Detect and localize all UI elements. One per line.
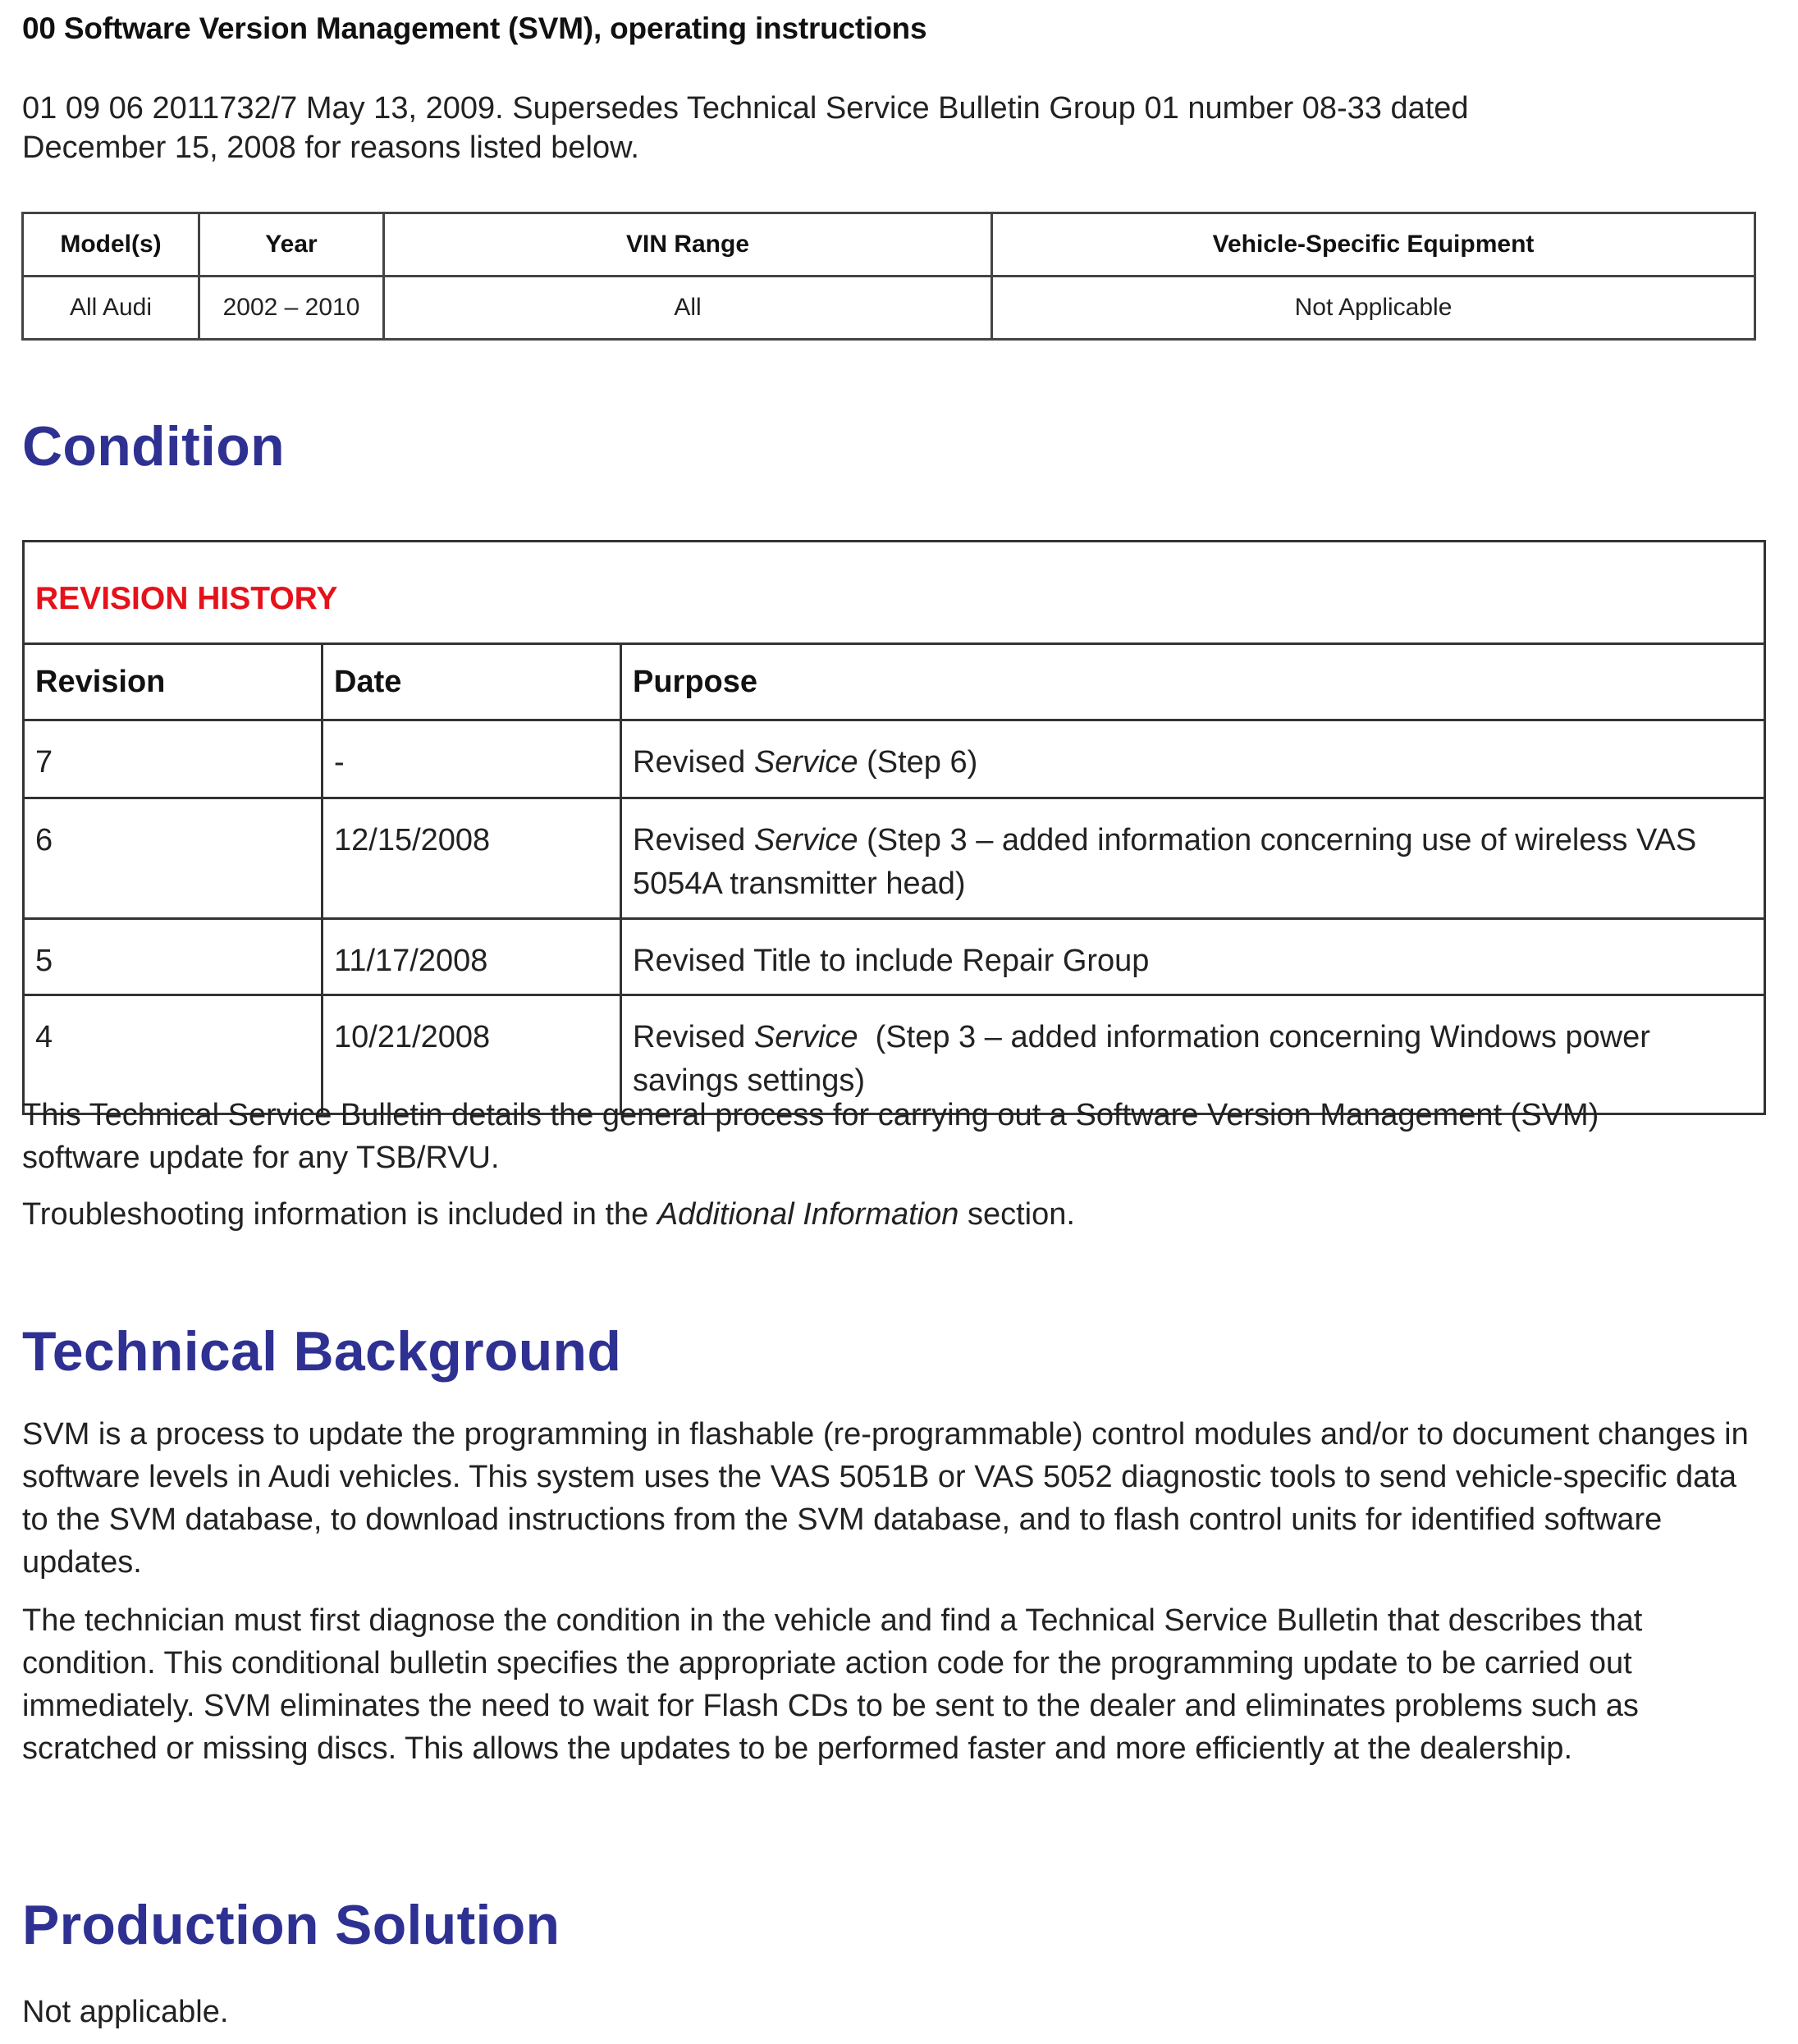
revision-number: 6 [24, 798, 323, 919]
revision-header-row [24, 644, 1765, 720]
revision-date: 11/17/2008 [323, 919, 621, 995]
revision-purpose [621, 798, 1765, 919]
revision-date: 10/21/2008 [323, 995, 621, 1114]
spec-header-year: Year [199, 213, 384, 277]
condition-heading: Condition [22, 415, 285, 478]
table-row [24, 798, 1765, 919]
bulletin-intro [22, 89, 1745, 167]
purpose-emphasis: Service [753, 823, 858, 857]
purpose-text: Revised [633, 1020, 754, 1054]
paragraph-text: Troubleshooting information is included in the [22, 1197, 657, 1232]
revision-header-date: Date [323, 644, 621, 720]
spec-table-header-row [23, 213, 1755, 277]
purpose-text: Revised [633, 745, 754, 780]
revision-caption-row [24, 542, 1765, 644]
revision-history-caption: REVISION HISTORY [24, 542, 1765, 644]
vehicle-spec-table [21, 212, 1756, 341]
revision-purpose [621, 919, 1765, 995]
revision-number: 7 [24, 720, 323, 798]
revision-header-revision: Revision [24, 644, 323, 720]
paragraph-text: section. [958, 1197, 1075, 1232]
condition-paragraph-1: This Technical Service Bulletin details the general process for carrying out a Software Version Management (SVM) software update for any TSB/RVU. [22, 1098, 1599, 1175]
revision-date: 12/15/2008 [323, 798, 621, 919]
purpose-text: Revised [633, 823, 754, 857]
spec-header-models: Model(s) [23, 213, 199, 277]
technical-background-heading: Technical Background [22, 1320, 622, 1383]
revision-number: 5 [24, 919, 323, 995]
spec-cell-models: All Audi [23, 277, 199, 340]
document-title: 00 Software Version Management (SVM), operating instructions [22, 11, 927, 45]
purpose-emphasis: Service [753, 1020, 858, 1054]
purpose-text: Revised Title to include Repair Group [633, 944, 1150, 978]
purpose-text: (Step 3 – added information concerning Windows power savings settings) [633, 1020, 1659, 1098]
revision-date: - [323, 720, 621, 798]
table-row [24, 919, 1765, 995]
additional-information-reference: Additional Information [657, 1197, 959, 1232]
condition-paragraph-2 [22, 1193, 1762, 1236]
bulletin-intro-line-1: 01 09 06 2011732/7 May 13, 2009. Supersedes Technical Service Bulletin Group 01 number 08-33 dated [22, 91, 1469, 126]
table-row [24, 720, 1765, 798]
spec-cell-year: 2002 – 2010 [199, 277, 384, 340]
spec-header-vin-range: VIN Range [384, 213, 992, 277]
spec-header-equipment: Vehicle-Specific Equipment [992, 213, 1755, 277]
spec-cell-equipment: Not Applicable [992, 277, 1755, 340]
spec-cell-vin-range: All [384, 277, 992, 340]
production-solution-paragraph: Not applicable. [22, 1995, 229, 2029]
revision-purpose [621, 720, 1765, 798]
spec-table-row [23, 277, 1755, 340]
technical-background-paragraph-2: The technician must first diagnose the condition in the vehicle and find a Technical Service Bulletin that describes that condition. This conditional bulletin specifies the appropriate action code for the programming update to be carried out immediately. SVM eliminates the need to wait for Flash CDs to be sent to the dealer and eliminates problems such as scratched or missing discs. This allows the updates to be performed faster and more efficiently at the dealership. [22, 1603, 1643, 1766]
production-solution-heading: Production Solution [22, 1894, 560, 1956]
purpose-emphasis: Service [753, 745, 858, 780]
bulletin-intro-line-2: December 15, 2008 for reasons listed below. [22, 130, 639, 165]
revision-number: 4 [24, 995, 323, 1114]
purpose-text: (Step 3 – added information concerning use of wireless VAS 5054A transmitter head) [633, 823, 1697, 901]
purpose-text: (Step 6) [858, 745, 978, 780]
technical-background-paragraph-1: SVM is a process to update the programming in flashable (re-programmable) control modules and/or to document changes in software levels in Audi vehicles. This system uses the VAS 5051B or VAS 5052 diagnostic tools to send vehicle-specific data to the SVM database, to download instructions from the SVM database, and to flash control units for identified software updates. [22, 1417, 1749, 1580]
revision-header-purpose: Purpose [621, 644, 1765, 720]
revision-history-table [22, 540, 1766, 1115]
